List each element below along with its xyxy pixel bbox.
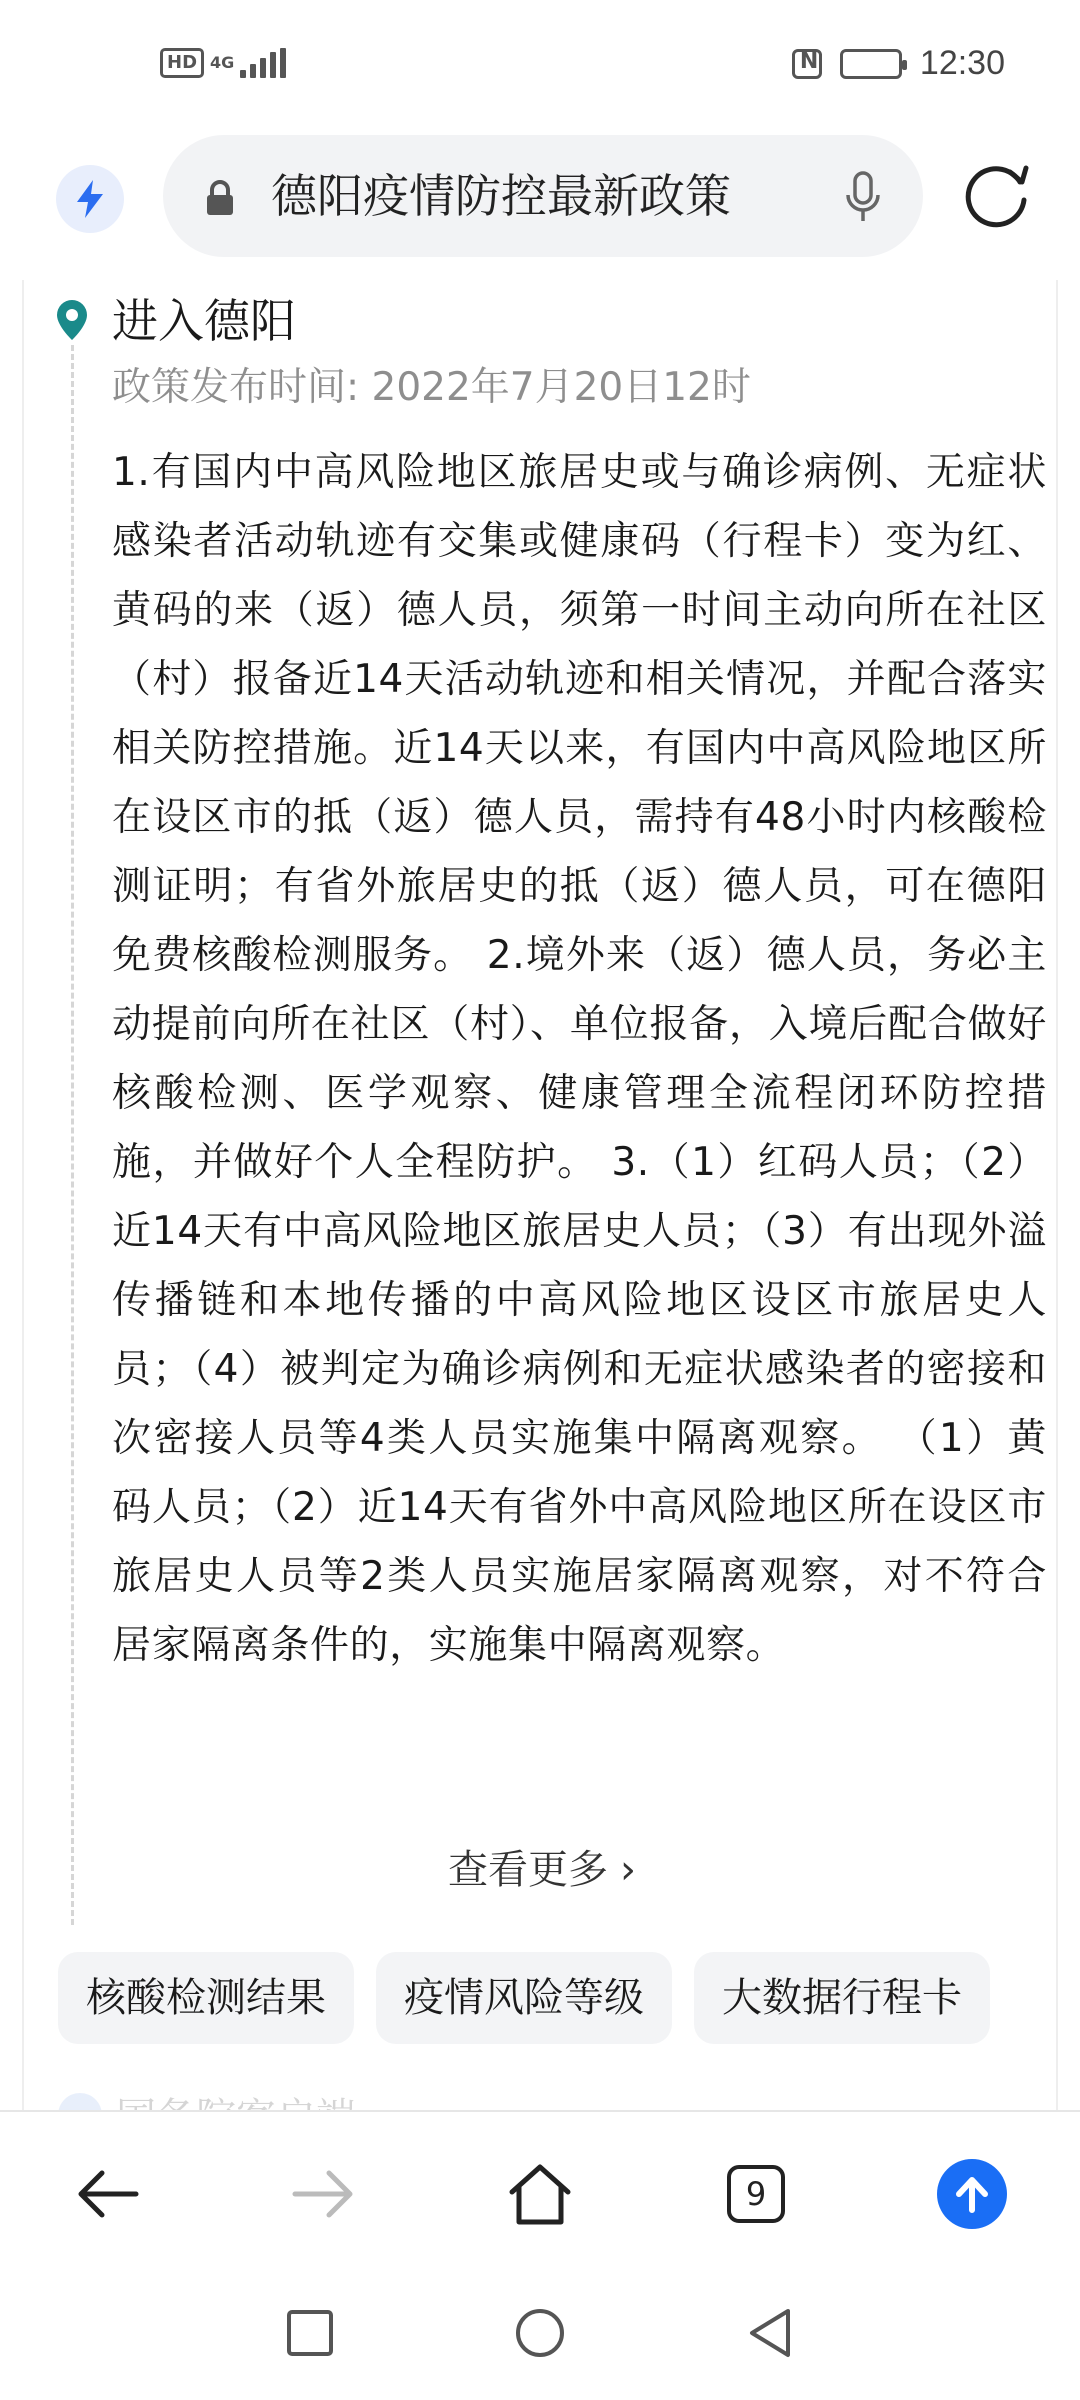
chip-nucleic-test[interactable]: 核酸检测结果 [58,1952,354,2044]
upload-button[interactable] [932,2154,1012,2234]
policy-card [22,280,1058,2110]
search-query: 德阳疫情防控最新政策 [271,169,731,223]
location-pin-icon [54,298,90,342]
recents-square-icon[interactable] [280,2303,340,2363]
chevron-right-icon: › [620,1847,636,1893]
back-button[interactable] [68,2154,148,2234]
network-type: 4G [210,53,235,72]
timeline-line [71,345,74,1925]
lock-icon [205,180,235,216]
system-nav-bar [0,2285,1080,2400]
home-button[interactable] [500,2154,580,2234]
clock: 12:30 [919,44,1005,82]
status-left [160,48,286,78]
nfc-icon [792,49,822,79]
quick-bolt-button[interactable] [56,165,124,233]
home-icon [506,2162,574,2226]
related-chips [58,1952,990,2044]
arrow-left-icon [76,2169,140,2219]
forward-button[interactable] [283,2154,363,2234]
policy-body: 1.有国内中高风险地区旅居史或与确诊病例、无症状感染者活动轨迹有交集或健康码（行程卡）变为红、黄码的来（返）德人员，须第一时间主动向所在社区（村）报备近14天活动轨迹和相关情况，并配合落实相关防控措施。近14天以来，有国内中高风险地区所在设区市的抵（返）德人员，需持有48小时内核酸检测证明；有省外旅居史的抵（返）德人员，可在德阳免费核酸检测服务。 2.境外来（返）德人员，务必主动提前向所在社区（村）、单位报备，入境后配合做好核酸检测、医学观察、健康管理全流程闭环防控措施，并做好个人全程防护。 3.（1）红码人员；（2）近14天有中高风险地区旅居史人员；（3）有出现外溢传播链和本地传播的中高风险地区设区市旅居史人员；（4）被判定为确诊病例和无症状感染者的密接和次密接人员等4类人员实施集中隔离观察。 （1）黄码人员；（2）近14天有省外中高风险地区所在设区市旅居史人员等2类人员实施居家隔离观察，对不符合居家隔离条件的，实施集中隔离观察。 [112,450,1047,1668]
upload-icon [937,2159,1007,2229]
publish-time: 政策发布时间: 2022年7月20日12时 [112,365,751,410]
search-row [0,130,1080,280]
browser-nav-bar [0,2110,1080,2285]
search-input[interactable] [163,135,923,257]
chip-risk-level[interactable]: 疫情风险等级 [376,1952,672,2044]
battery-icon [840,49,902,79]
view-more-link[interactable] [24,1840,1060,1900]
status-right [792,44,1005,83]
arrow-right-icon [291,2169,355,2219]
refresh-icon[interactable] [962,160,1032,230]
home-circle-icon[interactable] [510,2303,570,2363]
section-title: 进入德阳 [112,294,296,348]
status-bar [0,0,1080,130]
lightning-icon [75,180,105,218]
tab-count: 9 [727,2165,785,2223]
signal-icon [240,48,286,78]
tabs-button[interactable] [716,2154,796,2234]
microphone-icon[interactable] [843,171,883,223]
view-more-label: 查看更多 [448,1847,608,1893]
chip-travel-card[interactable]: 大数据行程卡 [694,1952,990,2044]
back-triangle-icon[interactable] [740,2303,800,2363]
hd-badge: HD [160,48,204,78]
